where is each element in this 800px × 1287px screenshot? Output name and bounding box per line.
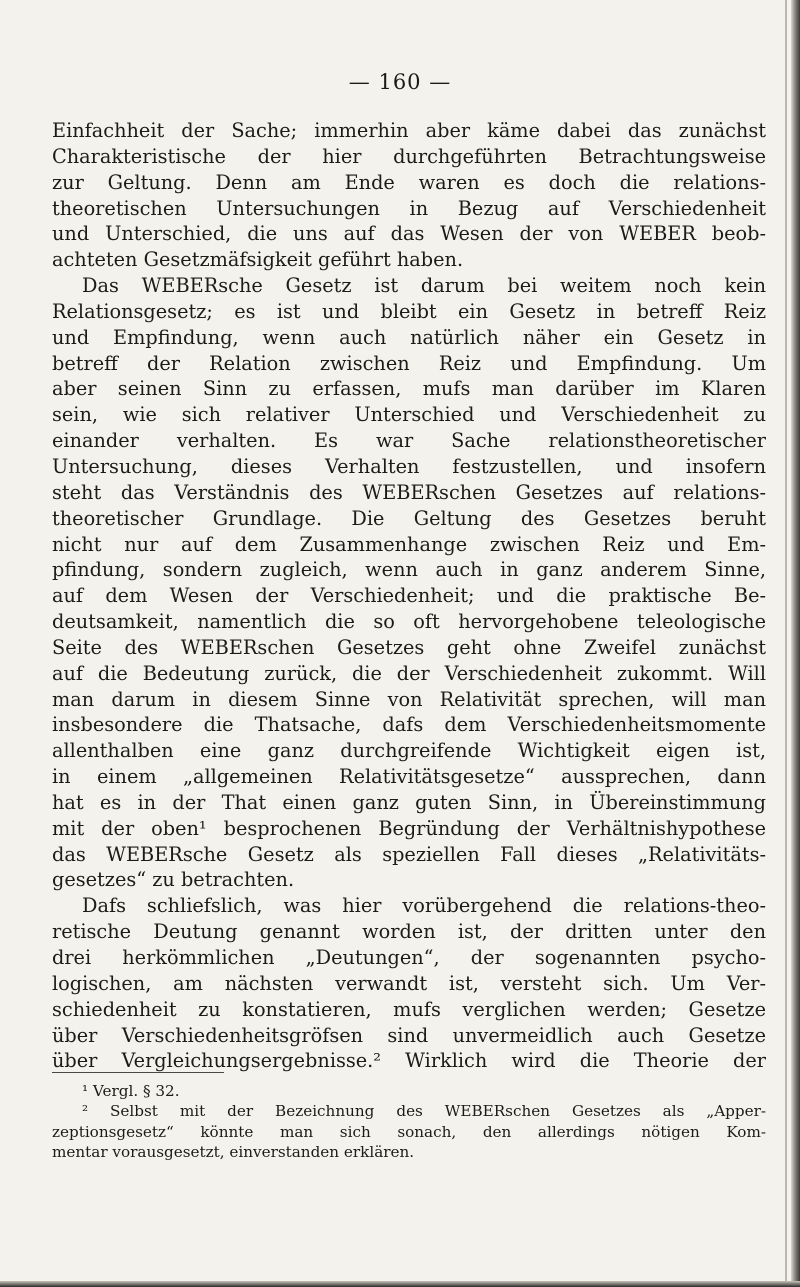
page-bottom-edge [0, 1281, 800, 1287]
body-line: logischen, am nächsten verwandt ist, versteht sich. Um Ver- [52, 971, 766, 995]
body-line: aber seinen Sinn zu erfassen, mufs man darüber im Klaren [52, 377, 766, 401]
body-line: Das WEBERsche Gesetz ist darum bei weitem noch kein [82, 274, 766, 298]
body-line: man darum in diesem Sinne von Relativität sprechen, will man [52, 687, 766, 711]
body-line: pfindung, sondern zugleich, wenn auch in ganz anderem Sinne, [52, 558, 766, 582]
body-line: theoretischen Untersuchungen in Bezug auf Verschiedenheit [52, 196, 766, 220]
page-number: — 160 — [348, 70, 452, 94]
body-line: zur Geltung. Denn am Ende waren es doch die relations- [52, 170, 766, 194]
body-line: Charakteristische der hier durchgeführten Betrachtungsweise [52, 144, 766, 168]
body-line: retische Deutung genannt worden ist, der dritten unter den [52, 920, 766, 944]
body-line: Untersuchung, dieses Verhalten festzustellen, und insofern [52, 454, 766, 478]
body-line: allenthalben eine ganz durchgreifende Wichtigkeit eigen ist, [52, 739, 766, 763]
footnote-divider [52, 1072, 224, 1073]
footnote-line: zeptionsgesetz“ könnte man sich sonach, den allerdings nötigen Kom- [52, 1122, 766, 1141]
body-line: einander verhalten. Es war Sache relationstheoretischer [52, 429, 766, 453]
body-line: deutsamkeit, namentlich die so oft hervorgehobene teleologische [52, 610, 766, 634]
page-edge-line [785, 0, 787, 1287]
body-line: über Vergleichungsergebnisse.² Wirklich wird die Theorie der [52, 1049, 766, 1073]
body-text [52, 118, 766, 1074]
body-line: steht das Verständnis des WEBERschen Gesetzes auf relations- [52, 480, 766, 504]
body-line: über Verschiedenheitsgröfsen sind unvermeidlich auch Gesetze [52, 1023, 766, 1047]
body-line: Dafs schliefslich, was hier vorübergehend die relations-theo- [82, 894, 766, 918]
body-line: mit der oben¹ besprochenen Begründung der Verhältnishypothese [52, 816, 766, 840]
body-line: und Unterschied, die uns auf das Wesen der von WEBER beob- [52, 222, 766, 246]
body-line: das WEBERsche Gesetz als speziellen Fall dieses „Relativitäts- [52, 842, 766, 866]
body-line: insbesondere die Thatsache, dafs dem Verschiedenheitsmomente [52, 713, 766, 737]
body-line: betreff der Relation zwischen Reiz und Empfindung. Um [52, 351, 766, 375]
footnote-line: ² Selbst mit der Bezeichnung des WEBERschen Gesetzes als „Apper- [82, 1102, 766, 1121]
footnotes [52, 1081, 766, 1163]
body-line: hat es in der That einen ganz guten Sinn, in Übereinstimmung [52, 790, 766, 814]
body-line: auf dem Wesen der Verschiedenheit; und die praktische Be- [52, 584, 766, 608]
footnote-line: mentar vorausgesetzt, einverstanden erklären. [52, 1143, 415, 1162]
book-spine-edge [791, 0, 800, 1287]
body-line: achteten Gesetzmäfsigkeit geführt haben. [52, 248, 464, 272]
footnote-line: ¹ Vergl. § 32. [82, 1082, 180, 1100]
body-line: auf die Bedeutung zurück, die der Verschiedenheit zukommt. Will [52, 661, 766, 685]
body-line: und Empfindung, wenn auch natürlich näher ein Gesetz in [52, 325, 766, 349]
body-line: Relationsgesetz; es ist und bleibt ein Gesetz in betreff Reiz [52, 299, 766, 323]
body-line: in einem „allgemeinen Relativitätsgesetze“ aussprechen, dann [52, 765, 766, 789]
body-line: nicht nur auf dem Zusammenhange zwischen Reiz und Em- [52, 532, 766, 556]
body-line: sein, wie sich relativer Unterschied und Verschiedenheit zu [52, 403, 766, 427]
body-line: gesetzes“ zu betrachten. [52, 868, 295, 892]
body-line: Einfachheit der Sache; immerhin aber käme dabei das zunächst [52, 119, 766, 142]
body-line: theoretischer Grundlage. Die Geltung des Gesetzes beruht [52, 506, 766, 530]
body-line: drei herkömmlichen „Deutungen“, der sogenannten psycho- [52, 946, 766, 969]
body-line: schiedenheit zu konstatieren, mufs verglichen werden; Gesetze [52, 997, 766, 1021]
body-line: Seite des WEBERschen Gesetzes geht ohne Zweifel zunächst [52, 635, 766, 659]
